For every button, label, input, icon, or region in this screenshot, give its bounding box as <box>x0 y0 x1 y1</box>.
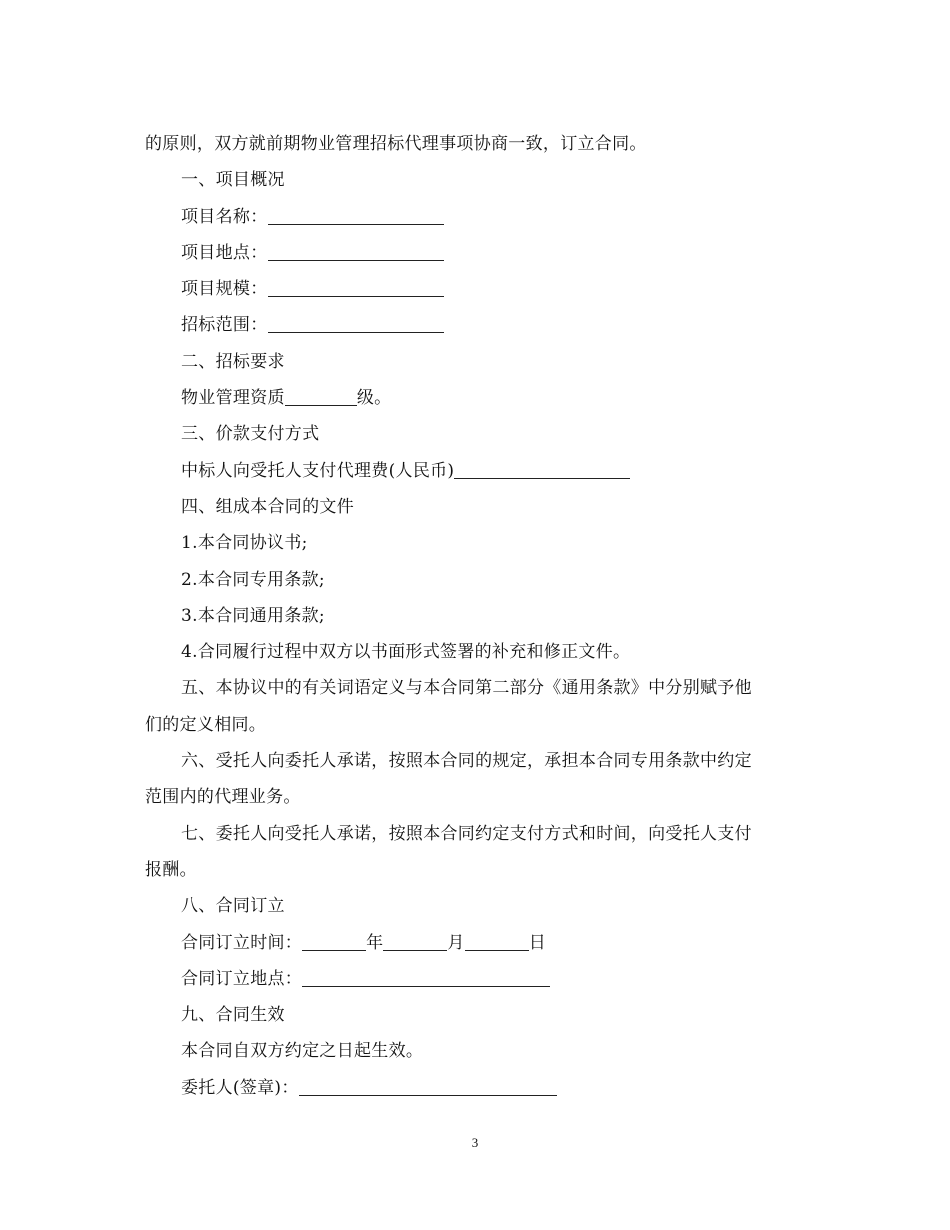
text: 4.合同履行过程中双方以书面形式签署的补充和修正文件。 <box>181 642 631 663</box>
field-suffix: 级。 <box>356 388 392 409</box>
day-label: 日 <box>528 932 547 953</box>
section-heading <box>145 888 805 924</box>
form-line-project-location <box>145 235 805 271</box>
text: 范围内的代理业务。 <box>145 787 301 808</box>
fill-in-blank <box>285 387 357 406</box>
day-blank <box>465 932 529 951</box>
text: 1.本合同协议书; <box>181 533 308 554</box>
paragraph-line <box>145 816 805 852</box>
fill-in-blank <box>268 206 444 225</box>
list-item <box>145 598 805 634</box>
form-line-signing-date <box>145 925 805 961</box>
text: 六、受托人向委托人承诺，按照本合同的规定，承担本合同专用条款中约定 <box>181 751 752 772</box>
document-body <box>145 126 805 1106</box>
section-heading <box>145 162 805 198</box>
text: 八、合同订立 <box>181 896 285 917</box>
form-line-signing-place <box>145 961 805 997</box>
text: 九、合同生效 <box>181 1005 285 1026</box>
text: 一、项目概况 <box>181 170 285 191</box>
form-line-agency-fee <box>145 453 805 489</box>
text: 二、招标要求 <box>181 351 285 372</box>
paragraph-line <box>145 852 805 888</box>
page-number: 3 <box>471 1135 479 1150</box>
list-item <box>145 634 805 670</box>
text: 四、组成本合同的文件 <box>181 496 354 517</box>
field-label: 合同订立时间： <box>181 932 303 953</box>
field-label: 合同订立地点： <box>181 968 303 989</box>
section-heading <box>145 997 805 1033</box>
year-label: 年 <box>366 932 384 953</box>
year-blank <box>302 932 366 951</box>
field-label: 项目名称： <box>181 206 268 227</box>
section-heading <box>145 416 805 452</box>
field-label: 委托人(签章)： <box>181 1077 299 1098</box>
text: 三、价款支付方式 <box>181 424 320 445</box>
month-blank <box>383 932 447 951</box>
text: 们的定义相同。 <box>145 714 267 735</box>
signature-blank <box>299 1077 557 1096</box>
field-label: 招标范围： <box>181 315 268 336</box>
paragraph-line <box>145 779 805 815</box>
form-line-project-scale <box>145 271 805 307</box>
section-heading <box>145 344 805 380</box>
text: 七、委托人向受托人承诺，按照本合同约定支付方式和时间，向受托人支付 <box>181 823 752 844</box>
field-label: 项目地点： <box>181 242 268 263</box>
field-label: 物业管理资质 <box>181 388 285 409</box>
form-line-qualification <box>145 380 805 416</box>
text: 本合同自双方约定之日起生效。 <box>181 1041 424 1062</box>
section-heading <box>145 489 805 525</box>
field-label: 项目规模： <box>181 279 268 300</box>
text: 的原则，双方就前期物业管理招标代理事项协商一致，订立合同。 <box>145 134 647 154</box>
text: 报酬。 <box>145 859 197 880</box>
list-item <box>145 562 805 598</box>
paragraph-line <box>145 126 805 162</box>
form-line-principal-signature <box>145 1070 805 1106</box>
text: 五、本协议中的有关词语定义与本合同第二部分《通用条款》中分别赋予他 <box>181 678 752 699</box>
fill-in-blank <box>454 460 630 479</box>
month-label: 月 <box>447 932 465 953</box>
paragraph-line <box>145 743 805 779</box>
field-label: 中标人向受托人支付代理费(人民币) <box>181 460 455 481</box>
paragraph-line <box>145 670 805 706</box>
fill-in-blank <box>302 968 550 987</box>
paragraph-line <box>145 1033 805 1069</box>
form-line-project-name <box>145 199 805 235</box>
fill-in-blank <box>268 278 444 297</box>
form-line-bidding-scope <box>145 307 805 343</box>
paragraph-line <box>145 707 805 743</box>
fill-in-blank <box>268 242 444 261</box>
fill-in-blank <box>268 314 444 333</box>
text: 3.本合同通用条款; <box>181 605 325 626</box>
list-item <box>145 525 805 561</box>
text: 2.本合同专用条款; <box>181 569 325 590</box>
